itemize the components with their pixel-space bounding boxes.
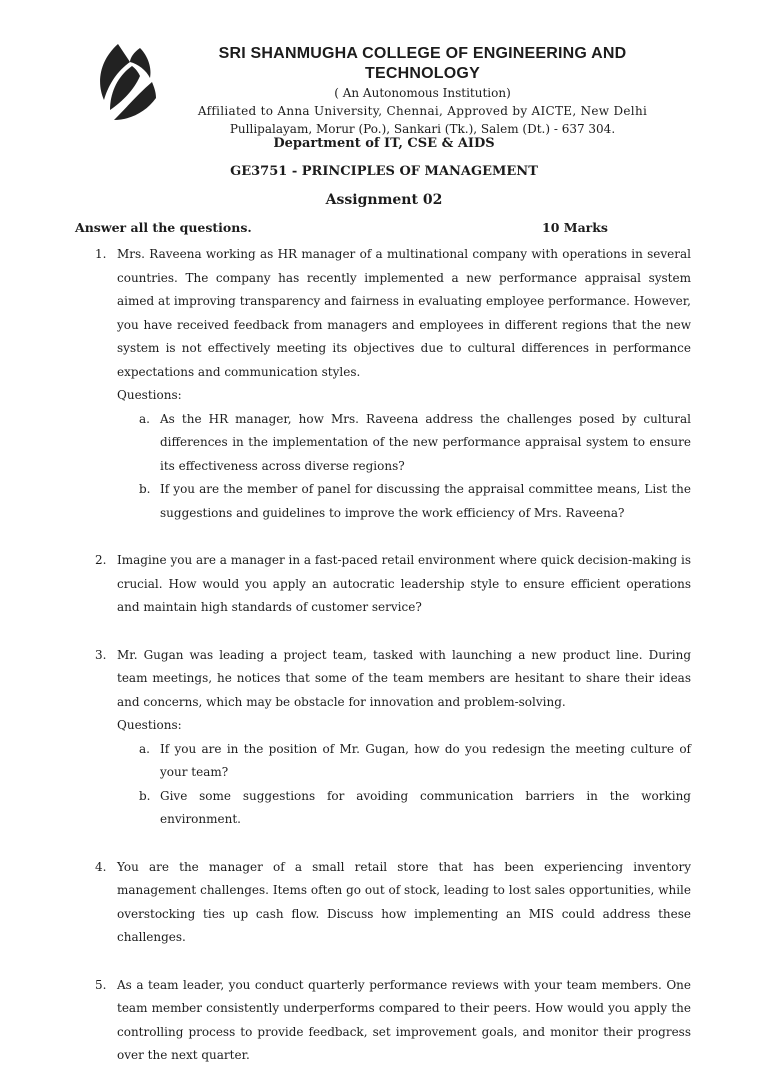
question-1 xyxy=(95,243,691,525)
college-logo-icon xyxy=(90,42,160,122)
sub-question xyxy=(139,408,691,479)
questions-subheading: Questions: xyxy=(117,388,182,402)
question-text: You are the manager of a small retail store that has been experiencing inventory management challenges. Items often go out of stock, leading to lost sales opportunities, while overstocking ties up cash flow. Discuss how implementing an MIS could address these challenges. xyxy=(117,859,691,944)
question-number: 1. xyxy=(95,247,107,261)
sub-question-letter: a. xyxy=(139,411,150,426)
question-number: 2. xyxy=(95,553,107,567)
course-title: GE3751 - PRINCIPLES OF MANAGEMENT xyxy=(230,164,538,179)
question-list xyxy=(0,243,768,1068)
sub-question xyxy=(139,478,691,525)
address-line: Pullipalayam, Morur (Po.), Sankari (Tk.), Salem (Dt.) - 637 304. xyxy=(229,122,616,136)
question-number: 4. xyxy=(95,859,107,874)
college-logo-icon xyxy=(90,42,160,122)
sub-question-text: If you are the member of panel for discussing the appraisal committee means, List the suggestions and guidelines to improve the work efficiency of Mrs. Raveena? xyxy=(160,482,691,520)
autonomous-status: ( An Autonomous Institution) xyxy=(334,86,511,100)
question-2 xyxy=(95,549,691,620)
instructions-text: Answer all the questions. xyxy=(75,220,252,235)
college-name: SRI SHANMUGHA COLLEGE OF ENGINEERING AND TECHNOLOGY xyxy=(218,45,627,82)
sub-question-letter: b. xyxy=(139,482,151,496)
sub-question xyxy=(139,738,691,785)
question-3 xyxy=(95,644,691,832)
sub-question-letter: b. xyxy=(139,788,151,803)
sub-question-letter: a. xyxy=(139,741,150,756)
question-number: 3. xyxy=(95,647,107,662)
assignment-title: Assignment 02 xyxy=(325,192,443,208)
sub-question-text: As the HR manager, how Mrs. Raveena address the challenges posed by cultural differences in the implementation of the new performance appraisal system to ensure its effectiveness across diverse regions? xyxy=(160,411,691,473)
question-4 xyxy=(95,856,691,950)
question-text: Imagine you are a manager in a fast-paced retail environment where quick decision-making is crucial. How would you apply an autocratic leadership style to ensure efficient operations and maintain high standards of customer service? xyxy=(117,553,691,614)
question-text: Mrs. Raveena working as HR manager of a multinational company with operations in several countries. The company has recently implemented a new performance appraisal system aimed at improving transparency and fairness in evaluating employee performance. However, you have received feedback from managers and employees in different regions that the new system is not effectively meeting its objectives due to cultural differences in performance expectations and communication styles. xyxy=(117,247,691,379)
sub-question xyxy=(139,785,691,832)
marks-label: 10 Marks xyxy=(542,220,608,235)
sub-question-text: Give some suggestions for avoiding communication barriers in the working environment. xyxy=(160,788,691,826)
department-title: Department of IT, CSE & AIDS xyxy=(273,136,495,151)
affiliation-line: Affiliated to Anna University, Chennai, Approved by AICTE, New Delhi xyxy=(197,104,648,118)
question-text: As a team leader, you conduct quarterly performance reviews with your team members. One team member consistently underperforms compared to their peers. How would you apply the controlling process to provide feedback, set improvement goals, and monitor their progress over the next quarter. xyxy=(117,977,691,1062)
question-5 xyxy=(95,974,691,1068)
letterhead xyxy=(170,44,675,138)
question-text: Mr. Gugan was leading a project team, tasked with launching a new product line. During team meetings, he notices that some of the team members are hesitant to share their ideas and concerns, which may be obstacle for innovation and problem-solving. xyxy=(117,647,691,709)
questions-subheading: Questions: xyxy=(117,718,182,732)
question-number: 5. xyxy=(95,977,107,992)
sub-question-text: If you are in the position of Mr. Gugan, how do you redesign the meeting culture of your team? xyxy=(160,741,691,779)
